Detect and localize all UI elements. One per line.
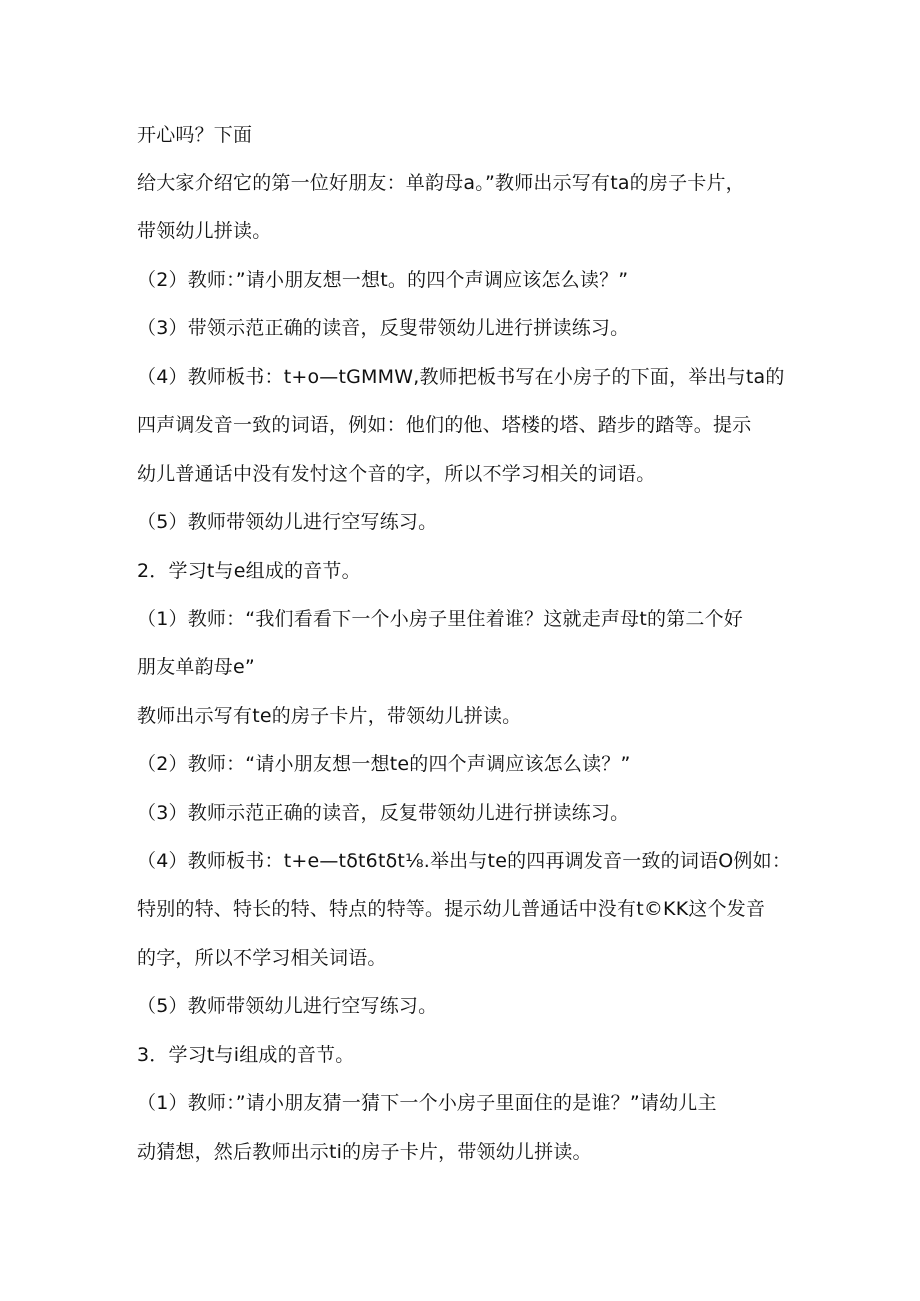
paragraph-line: （1）教师：“我们看看下一个小房子里住着谁？这就走声母t的第二个好: [137, 608, 743, 630]
paragraph-line: （5）教师带领幼儿进行空写练习。: [137, 511, 438, 533]
paragraph-line: （3）带领示范正确的读音，反叟带领幼儿进行拼读练习。: [137, 317, 630, 339]
paragraph-line: 带领幼儿拼读。: [137, 220, 272, 242]
paragraph-line: （2）教师：”请小朋友想一想t。的四个声调应该怎么读？”: [137, 269, 629, 291]
paragraph-line: 开心吗？下面: [137, 124, 253, 146]
paragraph-line: （4）教师板书：t+o—tGMMW,教师把板书写在小房子的下面，举出与ta的: [137, 366, 785, 388]
paragraph-line: 的字，所以不学习相关词语。: [137, 947, 387, 969]
paragraph-line: 朋友单韵母e”: [137, 656, 255, 678]
section-heading: 3．学习t与i组成的音节。: [137, 1044, 355, 1066]
paragraph-line: （3）教师示范正确的读音，反复带领幼儿进行拼读练习。: [137, 802, 630, 824]
paragraph-line: 四声调发音一致的词语，例如：他们的他、塔楼的塔、踏步的踏等。提示: [137, 414, 752, 436]
paragraph-line: 动猜想，然后教师出示ti的房子卡片，带领幼儿拼读。: [137, 1141, 592, 1163]
paragraph-line: （2）教师：“请小朋友想一想te的四个声调应该怎么读？”: [137, 753, 631, 775]
paragraph-line: 特别的特、特长的特、特点的特等。提示幼儿普通话中没有t©KK这个发音: [137, 898, 766, 920]
paragraph-line: 教师出示写有te的房子卡片，带领幼儿拼读。: [137, 705, 522, 727]
paragraph-line: （5）教师带领幼儿进行空写练习。: [137, 995, 438, 1017]
paragraph-line: （1）教师：”请小朋友猜一猜下一个小房子里面住的是谁？”请幼儿主: [137, 1092, 717, 1114]
section-heading: 2．学习t与e组成的音节。: [137, 560, 361, 582]
paragraph-line: （4）教师板书：t+e—tδt6tδt⅛.举出与te的四再调发音一致的词语O例如：: [137, 850, 792, 872]
paragraph-line: 给大家介绍它的第一位好朋友：单韵母a。”教师出示写有ta的房子卡片，: [137, 172, 745, 194]
paragraph-line: 幼儿普通话中没有发忖这个音的字，所以不学习相关的词语。: [137, 463, 656, 485]
